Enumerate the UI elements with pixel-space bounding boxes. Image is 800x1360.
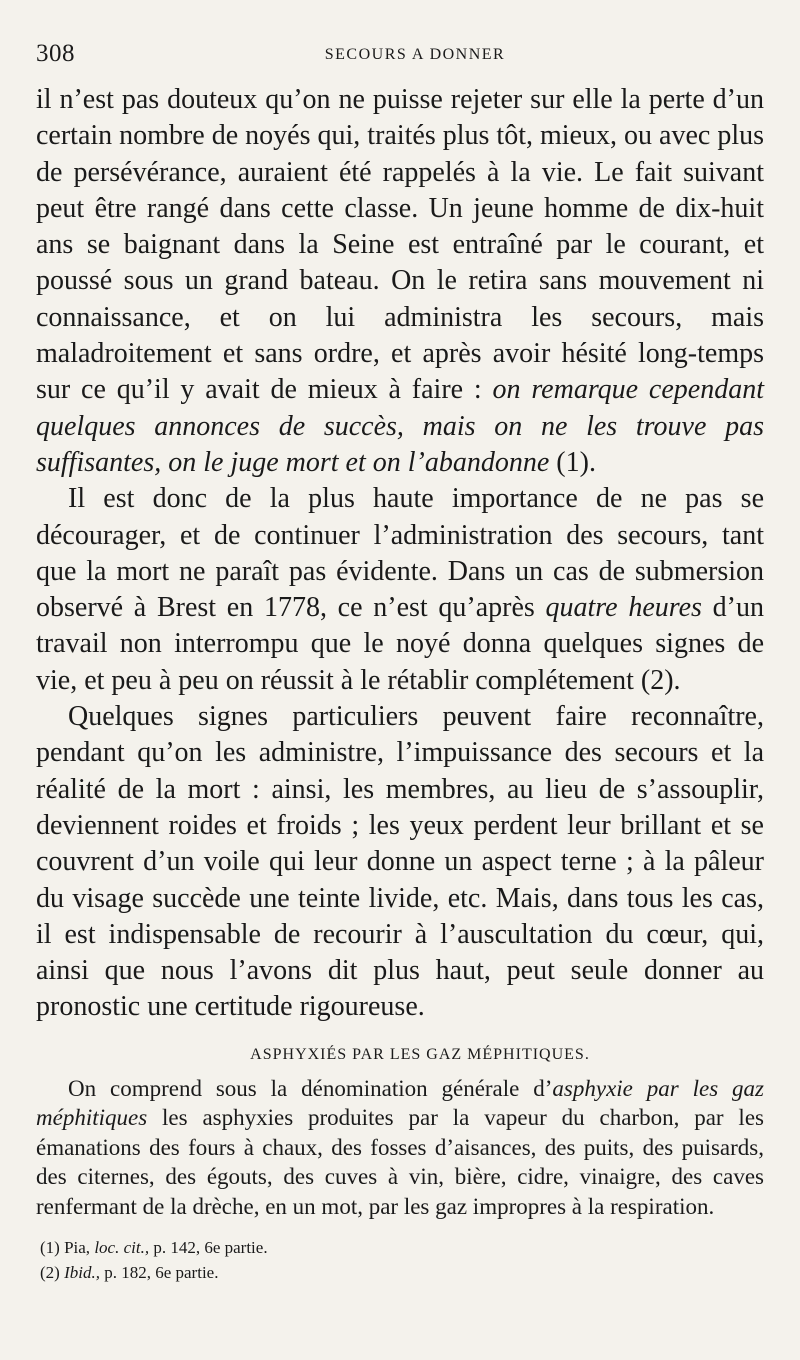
footnote-1-rest: p. 142, 6e partie. (149, 1238, 268, 1258)
paragraph-1-text-a: il n’est pas douteux qu’on ne puisse rejeter sur elle la perte d’un certain nombre de noyés qui, traités plus tôt, mieux, ou avec plus de persévérance, auraient été rappelés à la vie. Le fait suivant peut être rangé dans cette classe. Un jeune homme de dix-huit ans se baignant dans la Seine est entraîné par le courant, et poussé sous un grand bateau. On le retira sans mouvement ni connaissance, et on lui administra les secours, mais maladroitement et sans ordre, et après avoir hésité long-temps sur ce qu’il y avait de mieux à faire : (36, 84, 764, 406)
footnote-1-loc: loc. cit., (94, 1238, 150, 1258)
running-head: SECOURS A DONNER (324, 46, 506, 63)
paragraph-2 (36, 481, 764, 699)
paragraph-3-text: Quelques signes particuliers peuvent faire reconnaître, pendant qu’on les administre, l’impuissance des secours et la réalité de la mort : ainsi, les membres, au lieu de s’assouplir, deviennent roides et froids ; les yeux perdent leur brillant et se couvrent d’un voile qui leur donne un aspect terne ; à la pâleur du visage succède une teinte livide, etc. Mais, dans tous les cas, il est indispensable de recourir à l’auscultation du cœur, qui, ainsi que nous l’avons dit plus haut, peut seule donner au pronostic une certitude rigoureuse. (36, 701, 764, 1023)
footnote-2-mark: (2) (40, 1263, 60, 1283)
book-page (36, 36, 764, 1285)
paragraph-2-text-a: Il est donc de la plus haute importance de ne pas se décourager, et de continuer l’administration des secours, tant que la mort ne paraît pas évidente. Dans un cas de submersion observé à Brest en 1778, ce n’est qu’après (36, 483, 764, 624)
paragraph-1-italic: on remarque cependant quelques annonces de succès, mais on ne les trouve pas suffisantes, on le juge mort et on l’abandonne (36, 374, 764, 478)
paragraph-2-italic: quatre heures (545, 592, 702, 624)
paragraph-4-italic: asphyxie par les gaz méphitiques (36, 1075, 764, 1131)
footnote-1-source: Pia, (64, 1238, 91, 1258)
page-number: 308 (36, 40, 75, 67)
footnote-2-source: Ibid., (64, 1263, 100, 1283)
footnotes (36, 1235, 764, 1285)
paragraph-2-text-b: d’un travail non interrompu que le noyé donna quelques signes de vie, et peu à peu on réussit à le rétablir complétement (2). (36, 592, 764, 696)
section-title: ASPHYXIÉS PAR LES GAZ MÉPHITIQUES. (250, 1045, 590, 1063)
footnote-1 (40, 1235, 764, 1260)
paragraph-4 (36, 1074, 764, 1222)
paragraph-1-text-b: (1). (549, 446, 596, 478)
paragraph-4-text-b: les asphyxies produites par la vapeur du charbon, par les émanations des fours à chaux, des fosses d’aisances, des puits, des puisards, des citernes, des égouts, des cuves à vin, bière, cidre, vinaigre, des caves renfermant de la drèche, en un mot, par les gaz impropres à la respiration. (36, 1105, 764, 1219)
paragraph-3 (36, 699, 764, 1026)
paragraph-1 (36, 82, 764, 481)
footnote-2 (40, 1260, 764, 1285)
footnote-2-rest: p. 182, 6e partie. (99, 1263, 219, 1283)
page-header (36, 36, 764, 76)
paragraph-4-text-a: On comprend sous la dénomination générale d’ (68, 1075, 553, 1101)
footnote-1-mark: (1) (40, 1238, 60, 1258)
